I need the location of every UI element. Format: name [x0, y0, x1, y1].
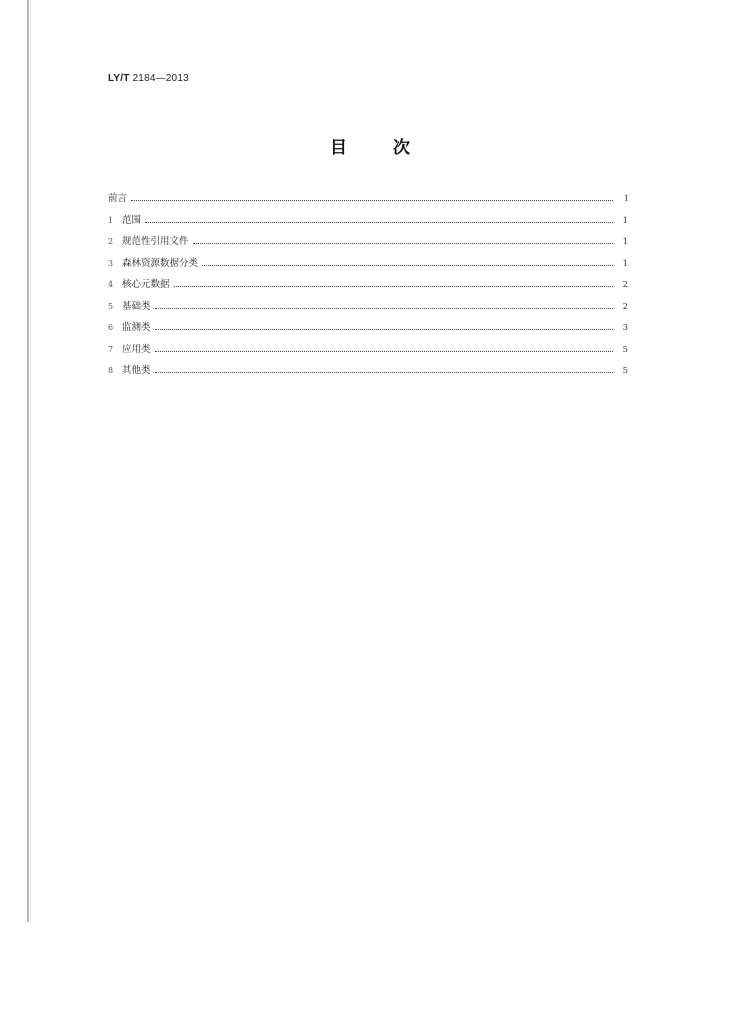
toc-entry-label: 规范性引用文件 — [122, 236, 189, 247]
toc-entry-page: 2 — [622, 280, 628, 290]
toc-entry-number: 2 — [108, 237, 114, 246]
toc-entry-label: 范围 — [122, 214, 142, 226]
toc-entry-basic-class[interactable] — [108, 298, 628, 320]
toc-entry-foreword[interactable] — [108, 190, 628, 212]
toc-entry-page: 3 — [622, 323, 628, 333]
toc-entry-number: 4 — [108, 280, 114, 289]
scan-edge-line — [27, 0, 29, 922]
document-code — [108, 73, 189, 84]
toc-leader-dots — [155, 298, 613, 309]
toc-leader-dots — [155, 341, 613, 352]
toc-entry-page: 5 — [622, 366, 628, 376]
toc-leader-dots — [193, 233, 613, 244]
table-of-contents — [108, 190, 628, 384]
toc-entry-label: 核心元数据 — [122, 279, 170, 290]
scan-edge-shadow — [30, 0, 31, 922]
toc-entry-number: 1 — [108, 215, 114, 225]
toc-entry-label: 应用类 — [122, 343, 151, 355]
toc-entry-label: 森林资源数据分类 — [122, 257, 199, 269]
toc-entry-label: 监测类 — [122, 322, 151, 333]
toc-title — [330, 133, 410, 158]
toc-entry-number: 6 — [108, 323, 114, 332]
toc-entry-label: 基础类 — [122, 300, 151, 312]
toc-entry-page: 1 — [622, 237, 628, 247]
toc-leader-dots — [155, 319, 613, 330]
toc-entry-number: 7 — [108, 344, 114, 354]
toc-entry-page: 1 — [622, 258, 628, 269]
toc-leader-dots — [145, 212, 613, 223]
toc-leader-dots — [202, 255, 613, 266]
toc-entry-number: 8 — [108, 366, 114, 375]
toc-title-char-2: 次 — [393, 138, 410, 158]
toc-entry-scope[interactable] — [108, 212, 628, 234]
toc-leader-dots — [155, 362, 613, 373]
toc-entry-page: 2 — [622, 301, 628, 312]
toc-entry-monitoring-class[interactable] — [108, 319, 628, 341]
toc-entry-other-class[interactable] — [108, 362, 628, 384]
toc-entry-core-metadata[interactable] — [108, 276, 628, 298]
document-code-prefix: LY/T — [108, 73, 130, 84]
toc-entry-number: 5 — [108, 301, 114, 311]
toc-entry-data-classification[interactable] — [108, 255, 628, 277]
toc-entry-page: 1 — [622, 215, 628, 226]
toc-title-char-1: 目 — [330, 138, 347, 158]
toc-entry-page: 5 — [622, 344, 628, 355]
toc-entry-page: I — [624, 194, 628, 204]
toc-leader-dots — [131, 190, 613, 201]
toc-entry-application-class[interactable] — [108, 341, 628, 363]
toc-entry-label: 前言 — [108, 193, 128, 204]
document-code-number: 2184—2013 — [132, 73, 189, 84]
toc-entry-normative-references[interactable] — [108, 233, 628, 255]
toc-entry-number: 3 — [108, 258, 114, 268]
toc-entry-label: 其他类 — [122, 365, 151, 376]
toc-leader-dots — [174, 276, 613, 287]
